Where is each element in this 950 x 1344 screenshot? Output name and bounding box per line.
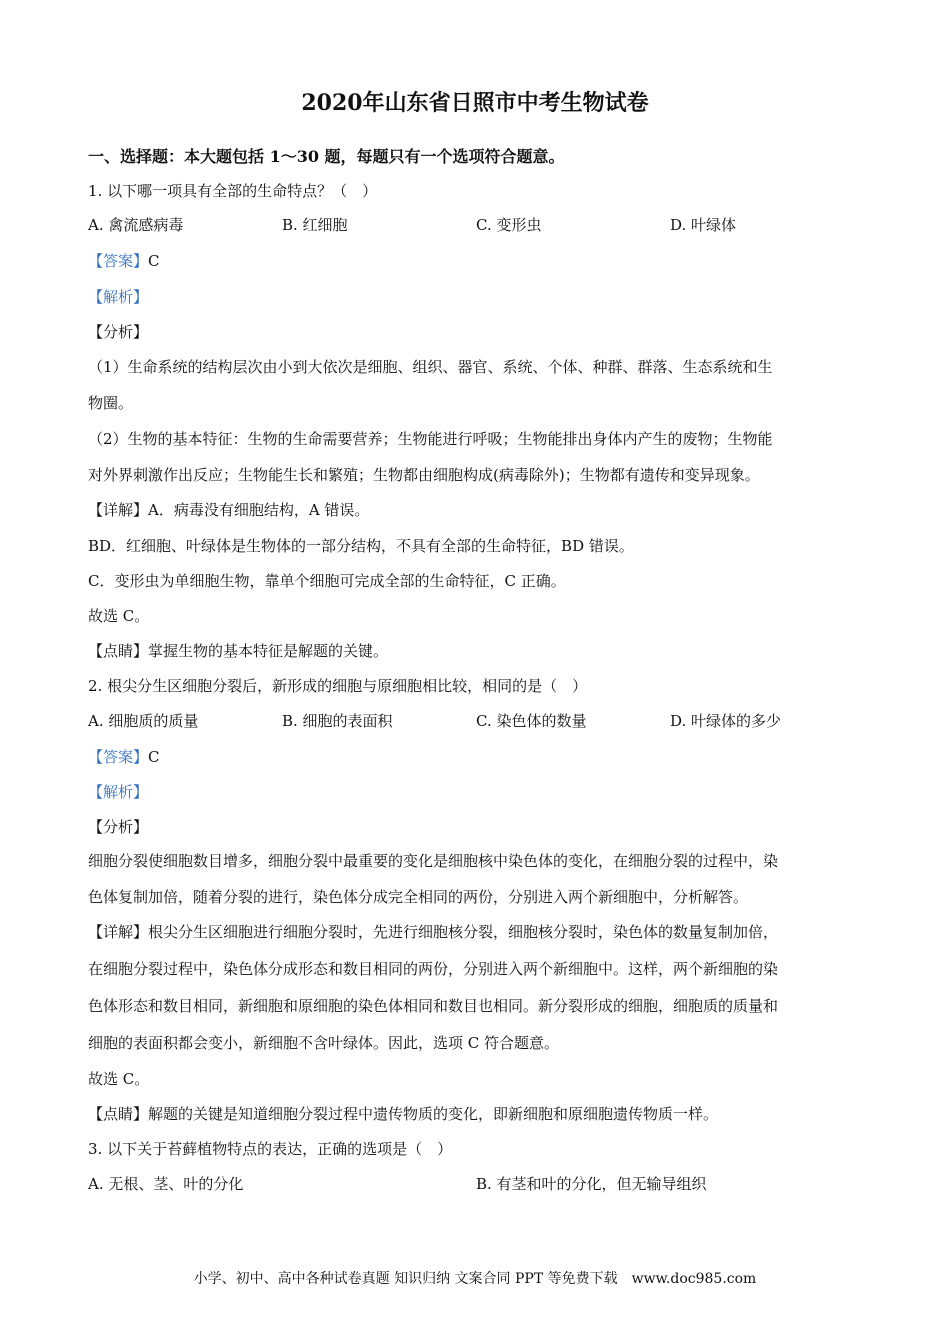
q1-detail-line: BD．红细胞、叶绿体是生物体的一部分结构，不具有全部的生命特征，BD 错误。: [88, 537, 634, 555]
q2-detail-line: 细胞的表面积都会变小，新细胞不含叶绿体。因此，选项 C 符合题意。: [88, 1034, 560, 1052]
q1-analysis-line: （1）生命系统的结构层次由小到大依次是细胞、组织、器官、系统、个体、种群、群落、生态系统和生: [88, 358, 773, 376]
q1-choice-line: 故选 C。: [88, 607, 150, 625]
q3-option-b: B. 有茎和叶的分化，但无输导组织: [476, 1175, 707, 1193]
q2-detail-line: 在细胞分裂过程中，染色体分成形态和数目相同的两份，分别进入两个新细胞中。这样，两个新细胞的染: [88, 960, 779, 978]
section-heading: 一、选择题：本大题包括 1～30 题，每题只有一个选项符合题意。: [88, 147, 565, 166]
q2-option-b: B. 细胞的表面积: [282, 712, 393, 730]
answer-tag: 【答案】: [88, 748, 149, 766]
q2-option-a: A. 细胞质的质量: [88, 712, 199, 730]
q2-dianjing: 【点睛】解题的关键是知道细胞分裂过程中遗传物质的变化，即新细胞和原细胞遗传物质一样。: [88, 1105, 719, 1123]
q2-option-d: D. 叶绿体的多少: [670, 712, 782, 730]
q1-jiexi-tag: 【解析】: [88, 288, 149, 306]
q1-analysis-line: 物圈。: [88, 394, 134, 412]
answer-value: C: [148, 252, 160, 270]
q1-option-b: B. 红细胞: [282, 216, 348, 234]
question-3-stem: 3. 以下关于苔藓植物特点的表达，正确的选项是（ ）: [88, 1140, 453, 1158]
q1-answer: [88, 250, 868, 271]
q1-dianjing: 【点睛】掌握生物的基本特征是解题的关键。: [88, 642, 389, 660]
q2-analysis-line: 细胞分裂使细胞数目增多，细胞分裂中最重要的变化是细胞核中染色体的变化，在细胞分裂的过程中，染: [88, 852, 779, 870]
answer-tag: 【答案】: [88, 252, 149, 270]
q1-detail-line: C．变形虫为单细胞生物，靠单个细胞可完成全部的生命特征，C 正确。: [88, 572, 566, 590]
q2-choice-line: 故选 C。: [88, 1070, 150, 1088]
q2-jiexi-tag: 【解析】: [88, 783, 149, 801]
q1-analysis-line: 对外界刺激作出反应；生物能生长和繁殖；生物都由细胞构成(病毒除外)；生物都有遗传和变异现象。: [88, 466, 760, 484]
q2-analysis-line: 色体复制加倍，随着分裂的进行，染色体分成完全相同的两份，分别进入两个新细胞中，分析解答。: [88, 888, 749, 906]
q2-fenxi-tag: 【分析】: [88, 818, 149, 836]
q1-fenxi-tag: 【分析】: [88, 323, 149, 341]
question-1-stem: 1. 以下哪一项具有全部的生命特点？（ ）: [88, 182, 378, 200]
q3-option-a: A. 无根、茎、叶的分化: [88, 1175, 244, 1193]
page-title: 2020年山东省日照市中考生物试卷: [301, 90, 649, 116]
q1-option-c: C. 变形虫: [476, 216, 542, 234]
q2-answer: [88, 746, 868, 767]
q1-option-d: D. 叶绿体: [670, 216, 737, 234]
question-2-stem: 2. 根尖分生区细胞分裂后，新形成的细胞与原细胞相比较，相同的是（ ）: [88, 677, 588, 695]
q2-option-c: C. 染色体的数量: [476, 712, 587, 730]
q2-detail-line: 【详解】根尖分生区细胞进行细胞分裂时，先进行细胞核分裂，细胞核分裂时，染色体的数量复制加倍，: [88, 923, 779, 941]
page-footer: 小学、初中、高中各种试卷真题 知识归纳 文案合同 PPT 等免费下载 www.doc985.com: [193, 1271, 757, 1287]
q2-detail-line: 色体形态和数目相同，新细胞和原细胞的染色体相同和数目也相同。新分裂形成的细胞，细胞质的质量和: [88, 997, 779, 1015]
answer-value: C: [148, 748, 160, 766]
q1-detail-line: 【详解】A．病毒没有细胞结构，A 错误。: [88, 501, 370, 519]
q1-analysis-line: （2）生物的基本特征：生物的生命需要营养；生物能进行呼吸；生物能排出身体内产生的废物；生物能: [88, 430, 773, 448]
q1-option-a: A. 禽流感病毒: [88, 216, 184, 234]
